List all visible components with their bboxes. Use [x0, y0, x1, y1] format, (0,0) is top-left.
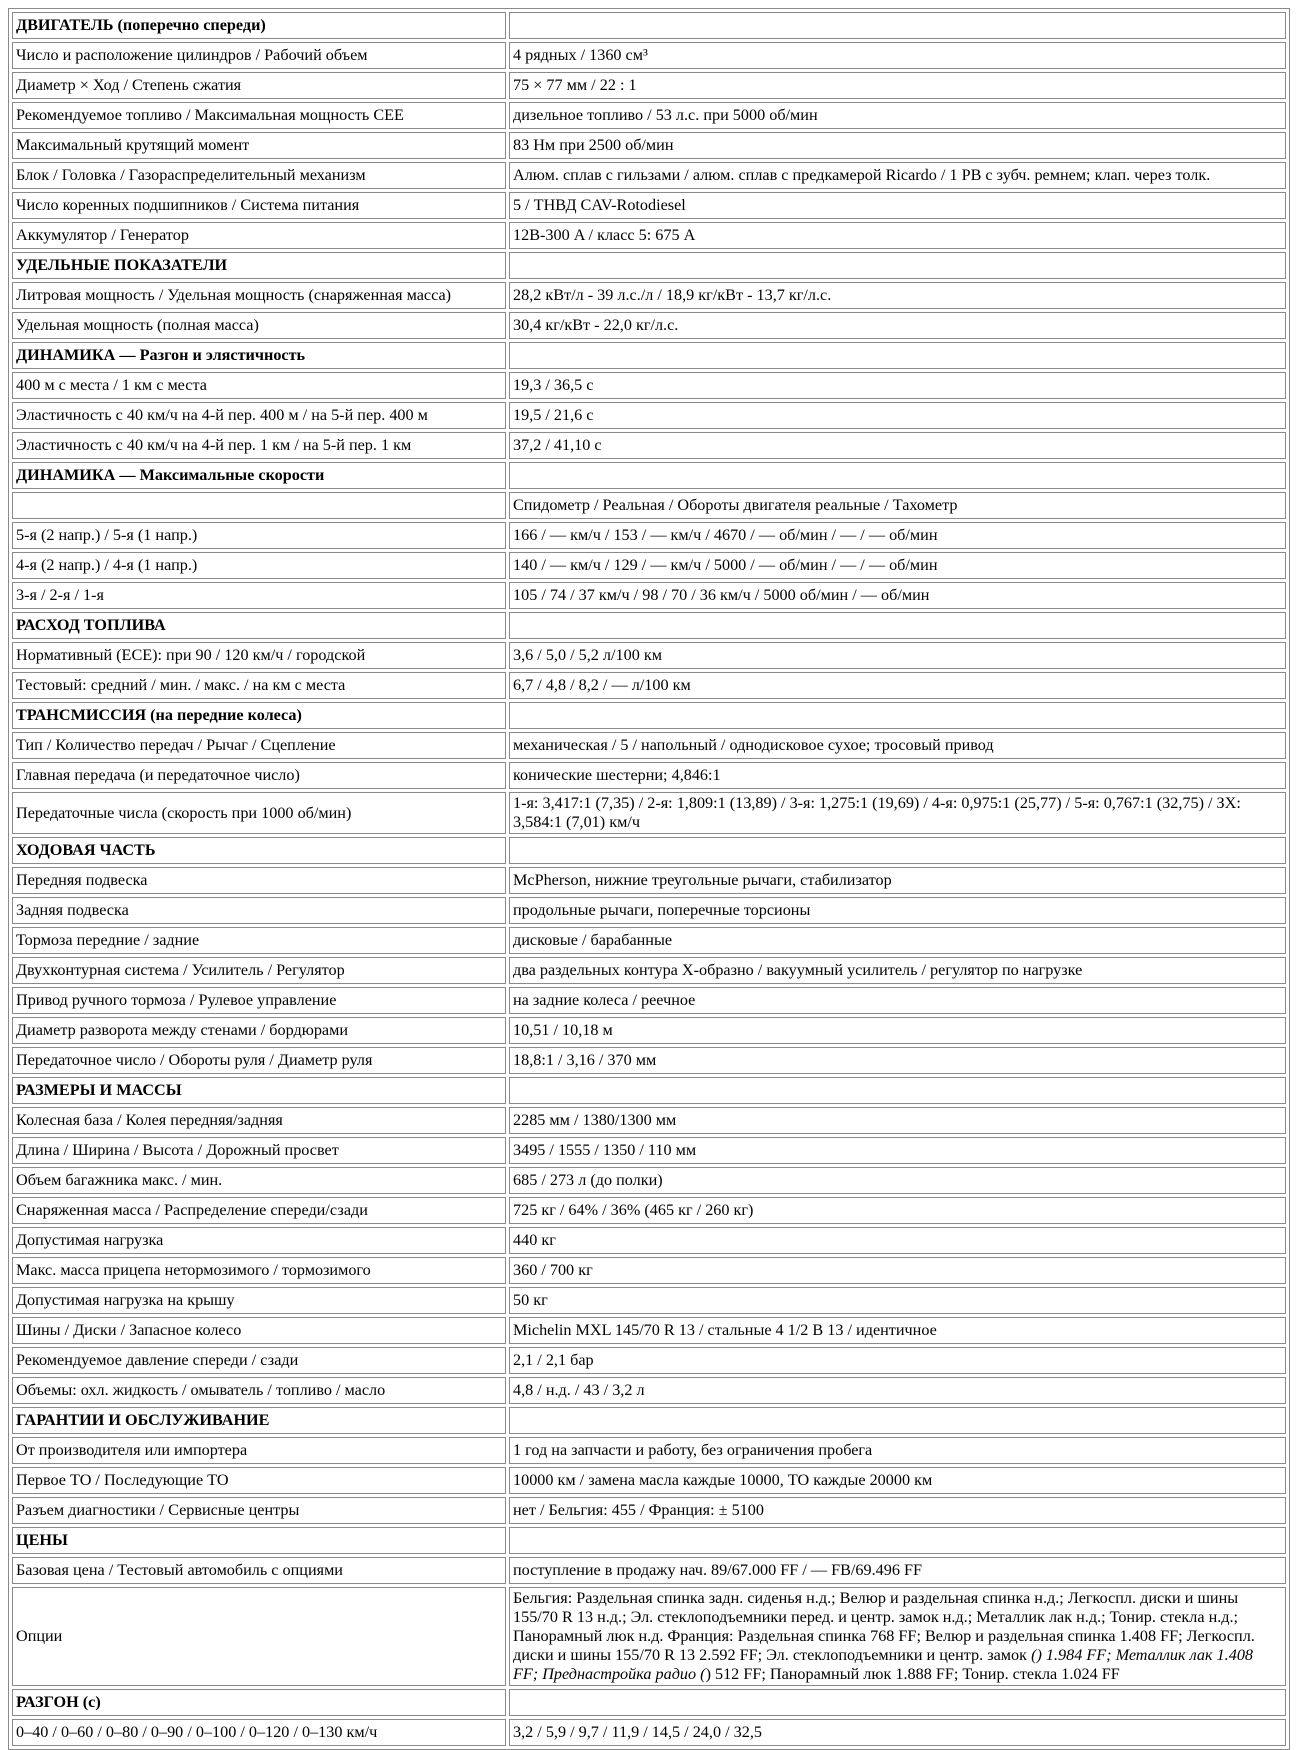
spec-label: 4-я (2 напр.) / 4-я (1 напр.): [12, 552, 506, 579]
spec-value: 83 Нм при 2500 об/мин: [509, 132, 1286, 159]
spec-row: [12, 987, 1286, 1014]
spec-label: Блок / Головка / Газораспределительный механизм: [12, 162, 506, 189]
spec-value: Спидометр / Реальная / Обороты двигателя реальные / Тахометр: [509, 492, 1286, 519]
spec-row: [12, 402, 1286, 429]
spec-row: [12, 1347, 1286, 1374]
spec-row: [12, 1017, 1286, 1044]
spec-row: [12, 867, 1286, 894]
spec-label: Макс. масса прицепа нетормозимого / тормозимого: [12, 1257, 506, 1284]
spec-value: Алюм. сплав с гильзами / алюм. сплав с предкамерой Ricardo / 1 PB с зубч. ремнем; клап. через толк.: [509, 162, 1286, 189]
spec-value: 10,51 / 10,18 м: [509, 1017, 1286, 1044]
spec-row: [12, 762, 1286, 789]
spec-row: [12, 522, 1286, 549]
spec-label: От производителя или импортера: [12, 1437, 506, 1464]
spec-value: 19,5 / 21,6 с: [509, 402, 1286, 429]
spec-row: [12, 927, 1286, 954]
spec-value: два раздельных контура X-образно / вакуумный усилитель / регулятор по нагрузке: [509, 957, 1286, 984]
spec-row: [12, 672, 1286, 699]
section-header-row: [12, 1077, 1286, 1104]
spec-row: [12, 1047, 1286, 1074]
spec-label: Допустимая нагрузка: [12, 1227, 506, 1254]
section-title: ХОДОВАЯ ЧАСТЬ: [12, 837, 506, 864]
section-value-empty: [509, 1527, 1286, 1554]
section-title: ТРАНСМИССИЯ (на передние колеса): [12, 702, 506, 729]
section-value-empty: [509, 252, 1286, 279]
spec-value: 18,8:1 / 3,16 / 370 мм: [509, 1047, 1286, 1074]
section-title: УДЕЛЬНЫЕ ПОКАЗАТЕЛИ: [12, 252, 506, 279]
spec-label: Аккумулятор / Генератор: [12, 222, 506, 249]
spec-row: [12, 132, 1286, 159]
spec-value: 75 × 77 мм / 22 : 1: [509, 72, 1286, 99]
spec-row: [12, 1587, 1286, 1686]
spec-value: на задние колеса / реечное: [509, 987, 1286, 1014]
section-value-empty: [509, 612, 1286, 639]
spec-label: 3-я / 2-я / 1-я: [12, 582, 506, 609]
spec-label: Рекомендуемое топливо / Максимальная мощность CEE: [12, 102, 506, 129]
spec-label: Эластичность с 40 км/ч на 4-й пер. 400 м / на 5-й пер. 400 м: [12, 402, 506, 429]
section-value-empty: [509, 12, 1286, 39]
spec-label: Разъем диагностики / Сервисные центры: [12, 1497, 506, 1524]
spec-value: 3,2 / 5,9 / 9,7 / 11,9 / 14,5 / 24,0 / 32,5: [509, 1719, 1286, 1746]
spec-label: Базовая цена / Тестовый автомобиль с опциями: [12, 1557, 506, 1584]
spec-value: продольные рычаги, поперечные торсионы: [509, 897, 1286, 924]
spec-value: 30,4 кг/кВт - 22,0 кг/л.с.: [509, 312, 1286, 339]
spec-value: 4,8 / н.д. / 43 / 3,2 л: [509, 1377, 1286, 1404]
spec-value: 12В-300 A / класс 5: 675 A: [509, 222, 1286, 249]
options-text-italic-part: () 1.984 FF; Металлик лак 1.408 FF; Преднастройка радио (: [513, 1646, 1254, 1683]
section-header-row: [12, 1407, 1286, 1434]
spec-row: [12, 582, 1286, 609]
spec-label: Главная передача (и передаточное число): [12, 762, 506, 789]
spec-label: Нормативный (ECE): при 90 / 120 км/ч / городской: [12, 642, 506, 669]
spec-value: 725 кг / 64% / 36% (465 кг / 260 кг): [509, 1197, 1286, 1224]
spec-row: [12, 162, 1286, 189]
spec-row: [12, 1197, 1286, 1224]
spec-label: Привод ручного тормоза / Рулевое управление: [12, 987, 506, 1014]
spec-row: [12, 792, 1286, 834]
spec-value: 685 / 273 л (до полки): [509, 1167, 1286, 1194]
spec-label: Первое ТО / Последующие ТО: [12, 1467, 506, 1494]
spec-value: 1 год на запчасти и работу, без ограничения пробега: [509, 1437, 1286, 1464]
spec-value: 360 / 700 кг: [509, 1257, 1286, 1284]
spec-value-options: [509, 1587, 1286, 1686]
spec-value: 105 / 74 / 37 км/ч / 98 / 70 / 36 км/ч / 5000 об/мин / — об/мин: [509, 582, 1286, 609]
spec-value: 140 / — км/ч / 129 / — км/ч / 5000 / — об/мин / — / — об/мин: [509, 552, 1286, 579]
spec-value: 2,1 / 2,1 бар: [509, 1347, 1286, 1374]
spec-row: [12, 282, 1286, 309]
spec-row: [12, 432, 1286, 459]
spec-label: Передняя подвеска: [12, 867, 506, 894]
spec-row: [12, 1137, 1286, 1164]
spec-row: [12, 102, 1286, 129]
spec-label: Диаметр разворота между стенами / бордюрами: [12, 1017, 506, 1044]
section-header-row: [12, 342, 1286, 369]
section-title: РАЗМЕРЫ И МАССЫ: [12, 1077, 506, 1104]
spec-value: 3495 / 1555 / 1350 / 110 мм: [509, 1137, 1286, 1164]
spec-row: [12, 1287, 1286, 1314]
spec-label: Рекомендуемое давление спереди / сзади: [12, 1347, 506, 1374]
section-value-empty: [509, 1077, 1286, 1104]
spec-value: 1-я: 3,417:1 (7,35) / 2-я: 1,809:1 (13,89) / 3-я: 1,275:1 (19,69) / 4-я: 0,975:1 (25,77) / 5-я: 0,767:1 (32,75) / ЗХ: 3,584:1 (7,01) км/ч: [509, 792, 1286, 834]
spec-value: 19,3 / 36,5 с: [509, 372, 1286, 399]
spec-label: Опции: [12, 1587, 506, 1686]
spec-label: Колесная база / Колея передняя/задняя: [12, 1107, 506, 1134]
spec-label: 400 м с места / 1 км с места: [12, 372, 506, 399]
section-header-row: [12, 1689, 1286, 1716]
section-value-empty: [509, 342, 1286, 369]
section-header-row: [12, 837, 1286, 864]
spec-label: Объем багажника макс. / мин.: [12, 1167, 506, 1194]
spec-label: Снаряженная масса / Распределение спереди/сзади: [12, 1197, 506, 1224]
section-header-row: [12, 12, 1286, 39]
spec-label: Задняя подвеска: [12, 897, 506, 924]
spec-value: дизельное топливо / 53 л.с. при 5000 об/мин: [509, 102, 1286, 129]
spec-table: [8, 8, 1290, 1750]
spec-value: 50 кг: [509, 1287, 1286, 1314]
spec-row: [12, 1107, 1286, 1134]
spec-row: [12, 1377, 1286, 1404]
spec-value: поступление в продажу нач. 89/67.000 FF / — FB/69.496 FF: [509, 1557, 1286, 1584]
section-value-empty: [509, 702, 1286, 729]
spec-label: Максимальный крутящий момент: [12, 132, 506, 159]
options-text-part: ) 512 FF; Панорамный люк 1.888 FF; Тонир. стекла 1.024 FF: [705, 1665, 1120, 1683]
spec-row: [12, 492, 1286, 519]
spec-label: Двухконтурная система / Усилитель / Регулятор: [12, 957, 506, 984]
spec-row: [12, 957, 1286, 984]
section-header-row: [12, 252, 1286, 279]
section-title: ГАРАНТИИ И ОБСЛУЖИВАНИЕ: [12, 1407, 506, 1434]
spec-label: [12, 492, 506, 519]
section-header-row: [12, 462, 1286, 489]
section-value-empty: [509, 462, 1286, 489]
section-header-row: [12, 612, 1286, 639]
spec-value: Michelin MXL 145/70 R 13 / стальные 4 1/2 B 13 / идентичное: [509, 1317, 1286, 1344]
spec-label: Тестовый: средний / мин. / макс. / на км с места: [12, 672, 506, 699]
spec-row: [12, 1497, 1286, 1524]
spec-row: [12, 732, 1286, 759]
spec-row: [12, 72, 1286, 99]
spec-value: нет / Бельгия: 455 / Франция: ± 5100: [509, 1497, 1286, 1524]
spec-label: Передаточные числа (скорость при 1000 об/мин): [12, 792, 506, 834]
spec-row: [12, 1557, 1286, 1584]
section-title: РАСХОД ТОПЛИВА: [12, 612, 506, 639]
spec-row: [12, 372, 1286, 399]
spec-label: Шины / Диски / Запасное колесо: [12, 1317, 506, 1344]
section-title: ДВИГАТЕЛЬ (поперечно спереди): [12, 12, 506, 39]
spec-value: 166 / — км/ч / 153 / — км/ч / 4670 / — об/мин / — / — об/мин: [509, 522, 1286, 549]
spec-value: 6,7 / 4,8 / 8,2 / — л/100 км: [509, 672, 1286, 699]
spec-label: Тип / Количество передач / Рычаг / Сцепление: [12, 732, 506, 759]
section-value-empty: [509, 1407, 1286, 1434]
spec-row: [12, 1437, 1286, 1464]
spec-value: 4 рядных / 1360 см³: [509, 42, 1286, 69]
spec-row: [12, 1719, 1286, 1746]
spec-row: [12, 42, 1286, 69]
spec-label: Число и расположение цилиндров / Рабочий объем: [12, 42, 506, 69]
spec-value: 37,2 / 41,10 с: [509, 432, 1286, 459]
spec-label: Передаточное число / Обороты руля / Диаметр руля: [12, 1047, 506, 1074]
spec-row: [12, 1467, 1286, 1494]
spec-row: [12, 192, 1286, 219]
spec-row: [12, 897, 1286, 924]
spec-value: механическая / 5 / напольный / однодисковое сухое; тросовый привод: [509, 732, 1286, 759]
spec-label: Число коренных подшипников / Система питания: [12, 192, 506, 219]
spec-value: 440 кг: [509, 1227, 1286, 1254]
section-title: ДИНАМИКА — Разгон и элястичность: [12, 342, 506, 369]
section-title: РАЗГОН (с): [12, 1689, 506, 1716]
spec-label: 5-я (2 напр.) / 5-я (1 напр.): [12, 522, 506, 549]
spec-row: [12, 552, 1286, 579]
spec-value: 3,6 / 5,0 / 5,2 л/100 км: [509, 642, 1286, 669]
spec-label: Диаметр × Ход / Степень сжатия: [12, 72, 506, 99]
spec-label: Объемы: охл. жидкость / омыватель / топливо / масло: [12, 1377, 506, 1404]
section-title: ЦЕНЫ: [12, 1527, 506, 1554]
spec-row: [12, 312, 1286, 339]
spec-value: 10000 км / замена масла каждые 10000, ТО каждые 20000 км: [509, 1467, 1286, 1494]
spec-label: Длина / Ширина / Высота / Дорожный просвет: [12, 1137, 506, 1164]
spec-value: McPherson, нижние треугольные рычаги, стабилизатор: [509, 867, 1286, 894]
spec-label: Удельная мощность (полная масса): [12, 312, 506, 339]
spec-label: Допустимая нагрузка на крышу: [12, 1287, 506, 1314]
spec-row: [12, 1257, 1286, 1284]
spec-value: дисковые / барабанные: [509, 927, 1286, 954]
spec-value: конические шестерни; 4,846:1: [509, 762, 1286, 789]
spec-row: [12, 1227, 1286, 1254]
spec-table-body: [12, 12, 1286, 1746]
section-header-row: [12, 1527, 1286, 1554]
spec-row: [12, 1167, 1286, 1194]
spec-row: [12, 1317, 1286, 1344]
section-value-empty: [509, 1689, 1286, 1716]
spec-value: 5 / ТНВД CAV-Rotodiesel: [509, 192, 1286, 219]
spec-label: Литровая мощность / Удельная мощность (снаряженная масса): [12, 282, 506, 309]
spec-value: 2285 мм / 1380/1300 мм: [509, 1107, 1286, 1134]
section-title: ДИНАМИКА — Максимальные скорости: [12, 462, 506, 489]
spec-row: [12, 222, 1286, 249]
spec-label: Эластичность с 40 км/ч на 4-й пер. 1 км / на 5-й пер. 1 км: [12, 432, 506, 459]
section-header-row: [12, 702, 1286, 729]
spec-row: [12, 642, 1286, 669]
spec-label: 0–40 / 0–60 / 0–80 / 0–90 / 0–100 / 0–120 / 0–130 км/ч: [12, 1719, 506, 1746]
section-value-empty: [509, 837, 1286, 864]
spec-label: Тормоза передние / задние: [12, 927, 506, 954]
options-text-part: Бельгия: Раздельная спинка задн. сиденья н.д.; Велюр и раздельная спинка н.д.; Легкоспл. диски и шины 155/70 R 13 н.д.; Эл. стеклоподъемники перед. и центр. замок н.д.; Металлик лак н.д.; Тонир. стекла н.д.; Панорамный люк н.д. Франция: Раздельная спинка 768 FF; Велюр и раздельная спинка 1.408 FF; Легкоспл. диски и шины 155/70 R 13 2.592 FF; Эл. стеклоподъемники и центр. замок: [513, 1589, 1255, 1664]
spec-value: 28,2 кВт/л - 39 л.с./л / 18,9 кг/кВт - 13,7 кг/л.с.: [509, 282, 1286, 309]
